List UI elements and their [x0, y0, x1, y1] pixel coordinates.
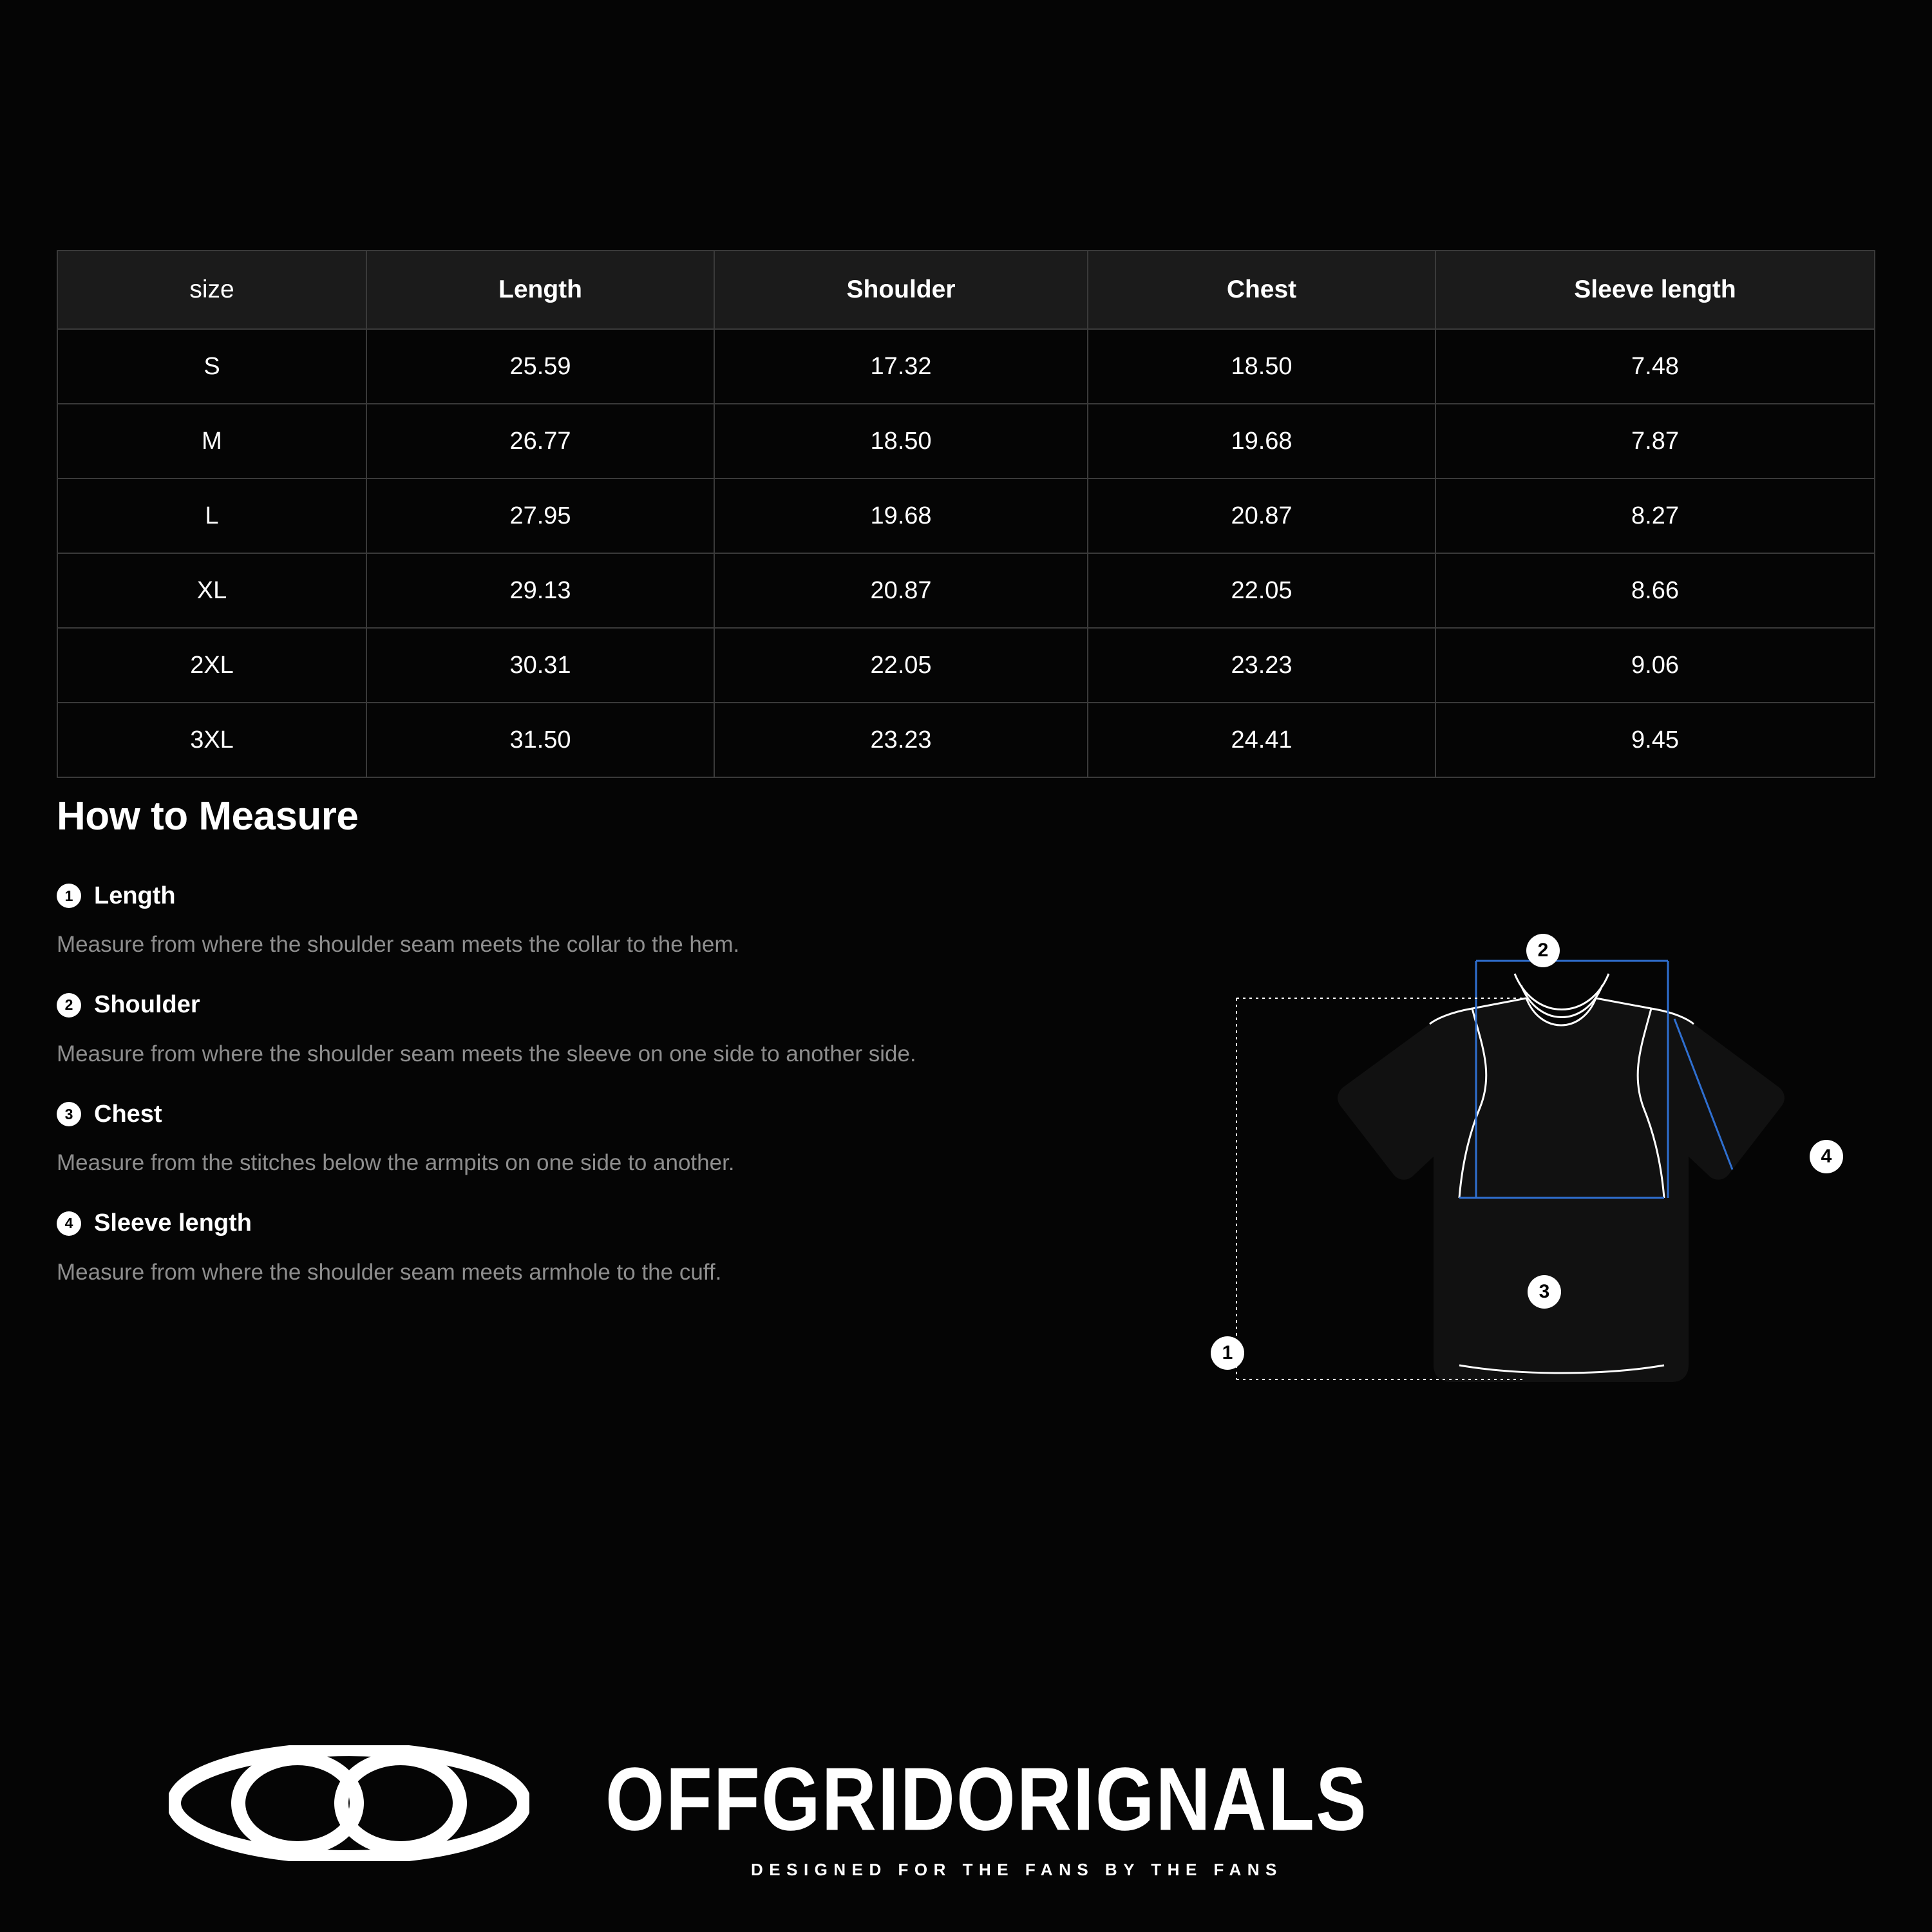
cell-shoulder: 18.50 — [714, 404, 1088, 478]
number-badge-icon: 1 — [57, 884, 81, 908]
table-header-row — [57, 251, 1875, 329]
tshirt-illustration — [1338, 974, 1785, 1382]
cell-size: S — [57, 329, 366, 404]
cell-shoulder: 23.23 — [714, 703, 1088, 777]
table-body — [57, 329, 1875, 777]
cell-size: M — [57, 404, 366, 478]
cell-sleeve: 9.06 — [1435, 628, 1875, 703]
table-row — [57, 628, 1875, 703]
tshirt-diagram-svg — [1224, 914, 1893, 1687]
table-row — [57, 553, 1875, 628]
cell-length: 29.13 — [366, 553, 714, 628]
cell-shoulder: 19.68 — [714, 478, 1088, 553]
brand-footer — [0, 1739, 1932, 1906]
column-header-length: Length — [366, 251, 714, 329]
measure-item-label: Shoulder — [94, 991, 200, 1018]
column-header-chest: Chest — [1088, 251, 1435, 329]
measure-item-heading — [57, 1204, 1229, 1244]
size-chart-table — [57, 250, 1875, 778]
cell-chest: 24.41 — [1088, 703, 1435, 777]
cell-sleeve: 7.87 — [1435, 404, 1875, 478]
cell-sleeve: 8.27 — [1435, 478, 1875, 553]
table-row — [57, 404, 1875, 478]
column-header-sleeve: Sleeve length — [1435, 251, 1875, 329]
tshirt-measurement-diagram — [1224, 914, 1893, 1687]
cell-shoulder: 17.32 — [714, 329, 1088, 404]
cell-chest: 19.68 — [1088, 404, 1435, 478]
measure-item-heading — [57, 985, 1229, 1025]
measure-item-label: Length — [94, 882, 176, 909]
cell-length: 25.59 — [366, 329, 714, 404]
cell-size: 3XL — [57, 703, 366, 777]
measure-item-shoulder — [57, 985, 1229, 1069]
number-badge-icon: 2 — [57, 993, 81, 1018]
measure-item-label: Sleeve length — [94, 1209, 252, 1236]
brand-name: OFFGRIDORIGNALS — [605, 1749, 1368, 1850]
diagram-marker-1: 1 — [1211, 1336, 1244, 1370]
cell-sleeve: 8.66 — [1435, 553, 1875, 628]
cell-size: XL — [57, 553, 366, 628]
cell-size: L — [57, 478, 366, 553]
measure-item-length — [57, 876, 1229, 960]
how-to-measure-title: How to Measure — [57, 794, 359, 838]
cell-chest: 22.05 — [1088, 553, 1435, 628]
cell-chest: 18.50 — [1088, 329, 1435, 404]
measure-item-heading — [57, 876, 1229, 916]
cell-sleeve: 7.48 — [1435, 329, 1875, 404]
brand-tagline: DESIGNED FOR THE FANS BY THE FANS — [751, 1860, 1283, 1879]
table-row — [57, 478, 1875, 553]
cell-length: 31.50 — [366, 703, 714, 777]
measure-item-heading — [57, 1094, 1229, 1134]
cell-sleeve: 9.45 — [1435, 703, 1875, 777]
measure-item-description: Measure from where the shoulder seam meets the sleeve on one side to another side. — [57, 1041, 916, 1066]
table-row — [57, 329, 1875, 404]
cell-length: 30.31 — [366, 628, 714, 703]
number-badge-icon: 4 — [57, 1211, 81, 1236]
column-header-size: size — [57, 251, 366, 329]
cell-shoulder: 20.87 — [714, 553, 1088, 628]
cell-length: 26.77 — [366, 404, 714, 478]
measure-item-sleeve-length — [57, 1204, 1229, 1287]
cell-chest: 23.23 — [1088, 628, 1435, 703]
cell-length: 27.95 — [366, 478, 714, 553]
cell-size: 2XL — [57, 628, 366, 703]
number-badge-icon: 3 — [57, 1102, 81, 1126]
brand-logo-icon — [169, 1745, 529, 1864]
diagram-marker-3: 3 — [1528, 1275, 1561, 1309]
measure-item-chest — [57, 1094, 1229, 1178]
measure-item-description: Measure from the stitches below the armpits on one side to another. — [57, 1150, 735, 1175]
how-to-measure-list — [57, 876, 1229, 1312]
diagram-marker-2: 2 — [1526, 934, 1560, 967]
cell-chest: 20.87 — [1088, 478, 1435, 553]
measure-item-label: Chest — [94, 1100, 162, 1128]
cell-shoulder: 22.05 — [714, 628, 1088, 703]
measure-item-description: Measure from where the shoulder seam meets armhole to the cuff. — [57, 1259, 722, 1285]
table-row — [57, 703, 1875, 777]
column-header-shoulder: Shoulder — [714, 251, 1088, 329]
table-header — [57, 251, 1875, 329]
measure-item-description: Measure from where the shoulder seam meets the collar to the hem. — [57, 932, 740, 957]
diagram-marker-4: 4 — [1810, 1140, 1843, 1173]
